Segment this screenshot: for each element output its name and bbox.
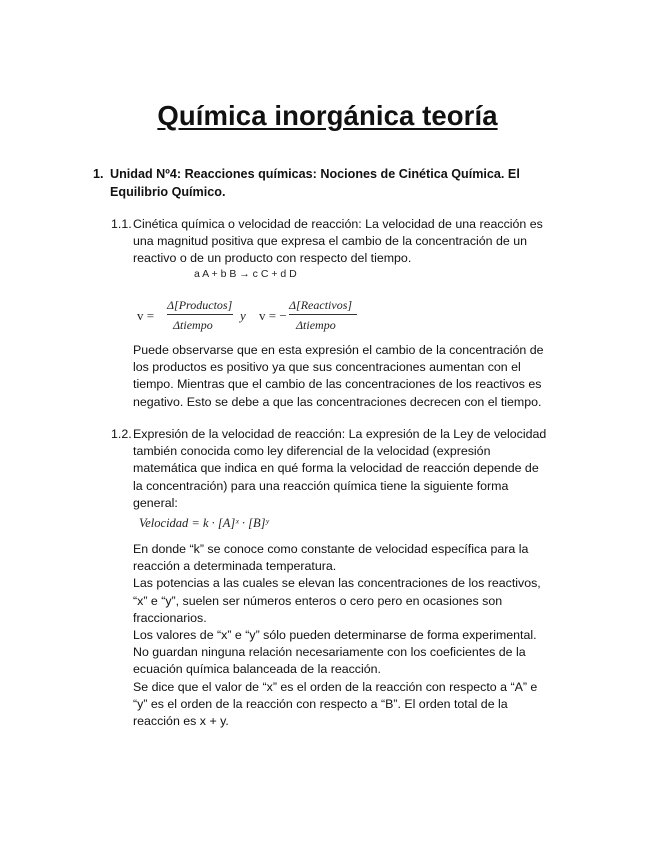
paragraph-line: reacción a determinada temperatura. <box>133 559 337 574</box>
subsection-1-2-explanation <box>133 541 573 730</box>
paragraph-line: Puede observarse que en esta expresión el cambio de la concentración de <box>133 343 544 357</box>
formula-denominator-left: Δtiempo <box>173 318 213 332</box>
formula-numerator-left: Δ[Productos] <box>167 298 233 312</box>
paragraph-line: negativo. Esto se debe a que las concentraciones decrecen con el tiempo. <box>133 394 542 409</box>
paragraph-line: la concentración) para una reacción química tiene la siguiente forma <box>133 478 509 493</box>
paragraph-line: “x” e “y”, suelen ser números enteros o cero pero en ocasiones son <box>133 593 503 608</box>
paragraph-line: Expresión de la velocidad de reacción: La expresión de la Ley de velocidad <box>133 427 547 441</box>
fraction-bar-left <box>167 314 233 315</box>
section-1-heading-line: Unidad Nº4: Reacciones químicas: Nociones de Cinética Química. El <box>110 167 520 181</box>
subsection-1-2-number: 1.2. <box>111 427 132 441</box>
section-1-heading-line: Equilibrio Químico. <box>110 185 226 199</box>
formula-denominator-right: Δtiempo <box>296 318 336 332</box>
formula-connector: y <box>240 308 246 323</box>
subsection-1-1-paragraph <box>133 216 573 268</box>
paragraph-line: general: <box>133 495 178 510</box>
paragraph-line: Las potencias a las cuales se elevan las concentraciones de los reactivos, <box>133 576 541 591</box>
paragraph-line: también conocida como ley diferencial de la velocidad (expresión <box>133 444 491 459</box>
paragraph-line: Los valores de “x” e “y” sólo pueden determinarse de forma experimental. <box>133 628 537 643</box>
reaction-equation: a A + b B → c C + d D <box>194 268 297 280</box>
paragraph-line: reactivo o de un producto con respecto del tiempo. <box>133 251 412 266</box>
paragraph-line: Se dice que el valor de “x” es el orden de la reacción con respecto a “A” e <box>133 679 538 694</box>
paragraph-line: tiempo. Mientras que el cambio de las concentraciones de los reactivos es <box>133 377 542 392</box>
subsection-1-1-explanation <box>133 342 573 411</box>
paragraph-line: No guardan ninguna relación necesariamente con los coeficientes de la <box>133 645 526 660</box>
paragraph-line: En donde “k” se conoce como constante de velocidad específica para la <box>133 542 529 556</box>
paragraph-line: ecuación química balanceada de la reacción. <box>133 662 381 677</box>
formula-v-right: v = − <box>259 308 287 323</box>
page-title: Química inorgánica teoría <box>157 100 498 131</box>
subsection-1-1-number: 1.1. <box>111 217 132 231</box>
paragraph-line: los productos es positivo ya que sus concentraciones aumentan con el <box>133 360 521 375</box>
section-1-text <box>110 165 550 201</box>
fraction-bar-right <box>289 314 357 315</box>
formula-v-left: v = <box>137 308 155 323</box>
formula-numerator-right: Δ[Reactivos] <box>289 298 353 312</box>
paragraph-line: matemática que indica en qué forma la velocidad de reacción depende de <box>133 461 539 476</box>
paragraph-line: fraccionarios. <box>133 610 207 625</box>
paragraph-line: Cinética química o velocidad de reacción: La velocidad de una reacción es <box>133 217 543 231</box>
section-1-number: 1. <box>93 167 104 181</box>
paragraph-line: una magnitud positiva que expresa el cambio de la concentración de un <box>133 234 528 249</box>
paragraph-line: “y” es el orden de la reacción con respecto a “B”. El orden total de la <box>133 696 508 711</box>
subsection-1-2-paragraph <box>133 426 573 512</box>
rate-law-formula: Velocidad = k · [A]ˣ · [B]ʸ <box>139 516 269 530</box>
paragraph-line: reacción es x + y. <box>133 714 229 729</box>
